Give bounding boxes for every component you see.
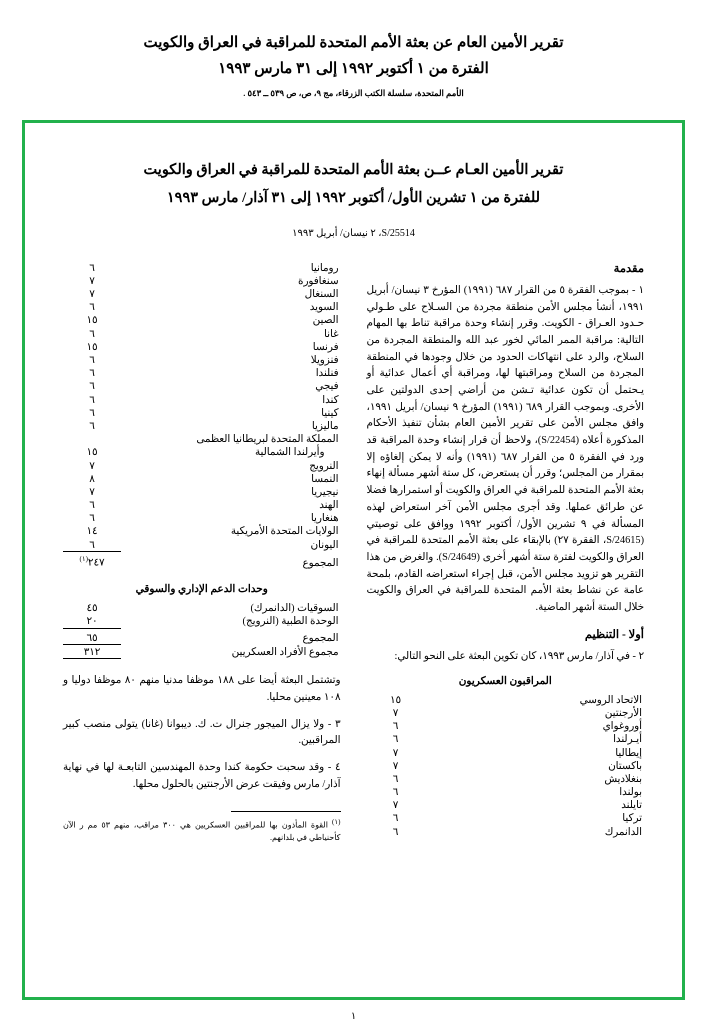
country-count: ٧ bbox=[89, 460, 95, 472]
country-count: ٦ bbox=[89, 420, 95, 432]
report-title bbox=[63, 157, 644, 212]
table-row bbox=[63, 340, 341, 353]
column-left bbox=[63, 261, 341, 845]
page-number: ١ bbox=[350, 1011, 357, 1022]
intro-paragraph-1: ١ - بموجب الفقرة ٥ من القرار ٦٨٧ (١٩٩١) المؤرخ ٣ نيسان/ أبريل ١٩٩١، أنشأ مجلس الأمن منطقة مجردة من السـلاح على طـولي حـدود العـراق - الكويت. وقرر إنشاء وحدة مراقبة تناط بها المهام التالية: مراقبة الممر المائي لخور عبد الله والمنطقة المجردة من السلاح، والرد على انتهاكات الحدود من خلال وجودها في المنطقة المجردة من السلاح ومراقبتها لها، ومراقبة أي أعمال عدائية أو يـحتمل أن تكون عدائية تـشن من أراضي إحدى الدولتين على الأخرى. وبموجب القرار ٦٨٩ (١٩٩١) المؤرخ ٩ نيسان/ أبريل ١٩٩١، وافق مجلس الأمن على تقرير الأمين العام بشأن تنفيذ الأحكام المذكورة أعلاه (S/22454)، ولاحظ أن قرار إنشاء وحدة المراقبة قد ورد في الفقرة ٥ من القرار ٦٨٧ (١٩٩١) وأنه لا يمكن إلغاؤه إلا بمقرار من المجلس؛ وقرر أن يستعرض، كل ستة أشهر مسألة إنهاء بعثة الأمم المتحدة للمراقبة في العراق والكويت أو استمرارها فضلا عن طرائق عملها. وقد أجرى مجلس الأمن آخر استعراض لهذه المسألة في ٩ تشرين الأول/ أكتوبر ١٩٩٢ ووافق على توصيتي (S/24615، الفقرة ٢٧) بالإبقاء على بعثة الأمم المتحدة للمراقبة في العراق والكويت لفترة ستة أشهر أخرى (S/24649). والغرض من هذا التقرير هو تزويد مجلس الأمن، قبل إجراء استعراضه القادم، بلمحة عامة عن نشاط بعثة الأمم المتحدة للمراقبة في العراق والكويت خلال الستة أشهر الماضية. bbox=[366, 285, 645, 613]
table-row bbox=[63, 314, 341, 327]
table-row bbox=[367, 812, 645, 825]
engineer-unit-note: ٤ - وقد سحبت حكومة كندا وحدة المهندسين التابعـة لها في نهاية آذار/ مارس وفيقت عرض الأرجنتين بالحلول محلها. bbox=[63, 762, 341, 790]
country-count: ٦ bbox=[89, 328, 95, 340]
country-count: ٦ bbox=[392, 813, 399, 825]
organization-heading: أولا - التنظيم bbox=[584, 628, 644, 641]
table-row-total bbox=[63, 628, 341, 645]
grand-total-label: مجموع الأفراد العسكريين bbox=[231, 646, 339, 658]
country-name: كندا bbox=[322, 394, 339, 406]
country-name: النمسا bbox=[311, 473, 339, 485]
table-row-total bbox=[63, 552, 341, 570]
country-count: ٧ bbox=[89, 289, 95, 301]
table-row bbox=[63, 485, 341, 498]
country-count: ٦ bbox=[392, 721, 399, 733]
intro-heading: مقدمة bbox=[613, 263, 644, 276]
country-count: ٧ bbox=[392, 760, 399, 772]
support-units-heading: وحدات الدعم الإداري والسوقي bbox=[135, 584, 268, 596]
country-name: إيطاليا bbox=[615, 747, 642, 759]
country-count: ٦ bbox=[392, 826, 399, 838]
military-observers-table-right bbox=[367, 693, 645, 838]
country-name: النرويج bbox=[309, 460, 339, 472]
country-name: باكستان bbox=[608, 760, 642, 772]
unit-name: السوقيات (الدانمرك) bbox=[250, 602, 339, 614]
table-row bbox=[367, 759, 645, 772]
table-row bbox=[63, 538, 341, 552]
country-count: ٧ bbox=[89, 486, 95, 498]
country-name: أيـرلندا bbox=[613, 734, 642, 746]
organization-paragraph-2: ٢ - في آذار/ مارس ١٩٩٣، كان تكوين البعثة على النحو التالي: bbox=[394, 650, 644, 662]
military-observers-rows-right bbox=[367, 693, 645, 838]
country-name: الأرجنتين bbox=[604, 707, 642, 719]
table-row bbox=[63, 327, 341, 340]
country-name: فنلندا bbox=[315, 368, 339, 380]
country-name: غانا bbox=[323, 328, 339, 340]
country-name: أوروغواي bbox=[602, 721, 642, 733]
country-name: بولندا bbox=[619, 787, 642, 799]
country-name: كينيا bbox=[321, 407, 339, 419]
country-name: الاتحاد الروسي bbox=[579, 694, 642, 706]
country-count: ٨ bbox=[89, 473, 95, 485]
table-row bbox=[367, 693, 645, 706]
country-name: نيجيريا bbox=[311, 486, 339, 498]
table-row bbox=[63, 498, 341, 511]
table-row bbox=[367, 799, 645, 812]
country-count: ٦ bbox=[89, 381, 95, 393]
country-count bbox=[63, 433, 121, 446]
country-count: ١٥ bbox=[86, 341, 98, 353]
country-count: ١٥ bbox=[86, 315, 98, 327]
country-count: ٧ bbox=[392, 747, 399, 759]
country-count: ٧ bbox=[392, 707, 399, 719]
country-name: فيجي bbox=[315, 381, 339, 393]
support-units-table bbox=[63, 601, 341, 659]
footnote-text-line bbox=[63, 817, 341, 844]
table-row bbox=[63, 525, 341, 538]
country-name: الصين bbox=[312, 315, 339, 327]
country-name: بنغلاديش bbox=[604, 773, 642, 785]
table-row bbox=[367, 733, 645, 746]
country-name: فنزويلا bbox=[310, 355, 339, 366]
country-count: ٦ bbox=[89, 368, 95, 380]
footnote-divider bbox=[231, 811, 341, 812]
country-name: السنغال bbox=[304, 289, 339, 301]
report-title-line2: للفترة من ١ تشرين الأول/ أكتوبر ١٩٩٢ إلى ٣١ آذار/ مارس ١٩٩٣ bbox=[166, 189, 541, 206]
table-row bbox=[367, 772, 645, 785]
country-name: الولايات المتحدة الأمريكية bbox=[230, 526, 339, 538]
country-count: ٦ bbox=[89, 302, 95, 314]
country-name: سنغافورة bbox=[298, 275, 339, 287]
military-observers-heading: المراقبون العسكريون bbox=[458, 676, 552, 688]
country-name: فرنسا bbox=[312, 341, 339, 353]
country-name: رومانيا bbox=[310, 262, 339, 274]
table-row-grand-total bbox=[63, 645, 341, 659]
document-header bbox=[0, 0, 707, 103]
unit-name: الوحدة الطبية (النرويج) bbox=[242, 616, 339, 628]
table-row bbox=[367, 720, 645, 733]
footnote-body: القوة المأذون بها للمراقبين العسكريين هي ٣٠٠ مراقب، منهم ٥٣ مم ر الآن كأحنياطي في بلدانهم. bbox=[63, 821, 341, 843]
report-title-line1: تقرير الأمين العـام عــن بعثة الأمم المتحدة للمراقبة في العراق والكويت bbox=[143, 162, 564, 178]
country-name: الدانمرك bbox=[604, 826, 642, 838]
table-row bbox=[63, 380, 341, 393]
table-row bbox=[63, 393, 341, 406]
country-name: وأيرلندا الشمالية bbox=[254, 447, 325, 459]
table-row bbox=[63, 512, 341, 525]
table-row bbox=[63, 301, 341, 314]
country-name: السويد bbox=[309, 302, 339, 314]
table-row bbox=[63, 472, 341, 485]
country-count: ٦ bbox=[89, 394, 95, 406]
table-row bbox=[63, 287, 341, 300]
unit-count: ٤٥ bbox=[86, 602, 98, 614]
column-right bbox=[367, 261, 645, 838]
support-units-rows bbox=[63, 601, 341, 659]
country-name: هنغاريا bbox=[310, 513, 339, 525]
content-frame bbox=[22, 120, 685, 1000]
table-row bbox=[63, 446, 341, 459]
military-total-count bbox=[63, 552, 121, 570]
header-title-line2: الفترة من ١ أكتوبر ١٩٩٢ إلى ٣١ مارس ١٩٩٣ bbox=[218, 60, 489, 77]
country-count: ٦ bbox=[392, 734, 399, 746]
country-count: ٧ bbox=[89, 275, 95, 287]
table-row bbox=[63, 433, 341, 446]
civilian-staff-note: وتشتمل البعثة أيضا على ١٨٨ موظفا مدنيا منهم ٨٠ موظفا دوليا و ١٠٨ معينين محليا. bbox=[63, 675, 341, 704]
country-count: ١٥ bbox=[389, 694, 402, 706]
country-name: تركيا bbox=[622, 813, 642, 825]
chief-observer-note: ٣ - ولا يزال الميجور جنرال ت. ك. ديبوانا (غانا) يتولى منصب كبير المراقبين. bbox=[63, 718, 341, 747]
footnote-marker: (١) bbox=[332, 818, 341, 827]
country-count: ٦ bbox=[89, 513, 95, 525]
table-row bbox=[63, 367, 341, 380]
table-row bbox=[63, 406, 341, 419]
country-name: المملكة المتحدة لبريطانيا العظمى bbox=[196, 434, 339, 446]
support-total-count: ٦٥ bbox=[63, 628, 121, 645]
unit-count: ٢٠ bbox=[86, 616, 98, 628]
table-row bbox=[63, 601, 341, 614]
country-count: ١٥ bbox=[86, 447, 98, 459]
country-count: ١٤ bbox=[86, 526, 98, 538]
country-name: ماليزيا bbox=[311, 420, 339, 432]
support-total-label: المجموع bbox=[302, 632, 339, 644]
table-row bbox=[63, 459, 341, 472]
military-total-value: ٢٤٧ bbox=[87, 557, 105, 569]
table-row bbox=[63, 614, 341, 628]
country-name: الهند bbox=[319, 500, 339, 512]
military-total-label: المجموع bbox=[302, 557, 339, 569]
military-observers-table-left bbox=[63, 261, 341, 569]
table-row bbox=[63, 419, 341, 432]
country-count: ٦ bbox=[89, 262, 95, 274]
country-count: ٦ bbox=[89, 539, 95, 551]
table-row bbox=[367, 825, 645, 838]
document-symbol: S/25514، ٢ نيسان/ أبريل ١٩٩٣ bbox=[292, 228, 415, 240]
table-row bbox=[367, 706, 645, 719]
military-observers-rows-left bbox=[63, 261, 341, 569]
country-count: ٦ bbox=[89, 500, 95, 512]
country-count: ٧ bbox=[392, 800, 399, 812]
country-count: ٦ bbox=[392, 787, 399, 799]
table-row bbox=[63, 353, 341, 366]
header-source-line: الأمم المتحدة، سلسلة الكتب الزرقاء، مج ٩، ص، ص ٥٣٩ ــ ٥٤٣ . bbox=[243, 88, 464, 98]
country-count: ٦ bbox=[392, 773, 399, 785]
table-row bbox=[63, 261, 341, 274]
grand-total-count: ٣١٢ bbox=[63, 645, 121, 659]
header-title-line1: تقرير الأمين العام عن بعثة الأمم المتحدة للمراقبة في العراق والكويت bbox=[143, 35, 564, 51]
footnote-block bbox=[63, 811, 341, 844]
table-row bbox=[367, 746, 645, 759]
footnote-reference: (١) bbox=[79, 555, 88, 564]
country-count: ٦ bbox=[89, 355, 95, 366]
country-name: تايلند bbox=[621, 800, 642, 812]
country-name: اليونان bbox=[310, 539, 339, 551]
table-row bbox=[367, 786, 645, 799]
country-count: ٦ bbox=[89, 407, 95, 419]
table-row bbox=[63, 274, 341, 287]
two-column-body bbox=[63, 261, 644, 845]
